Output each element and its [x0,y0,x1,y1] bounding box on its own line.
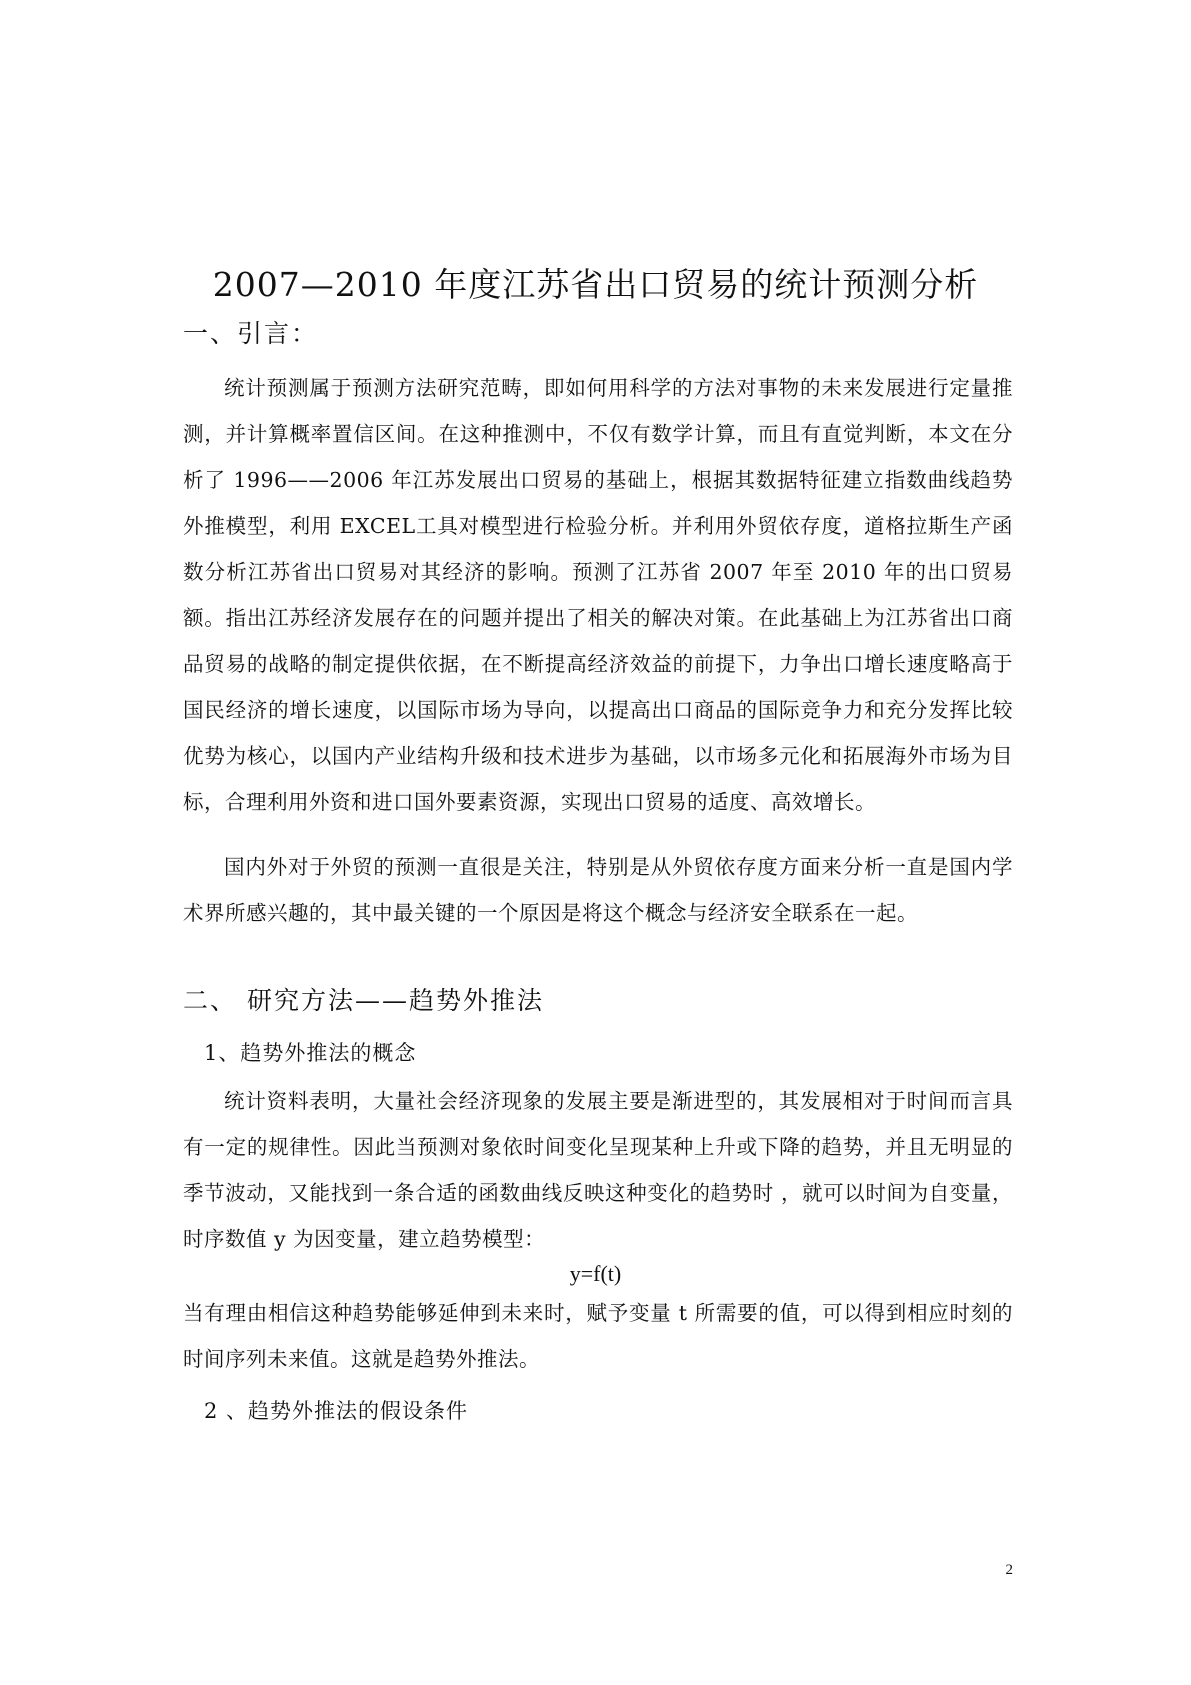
document-title: 2007—2010 年度江苏省出口贸易的统计预测分析 [212,265,979,304]
paragraph-concept-2: 当有理由相信这种趋势能够延伸到未来时，赋予变量 t 所需要的值，可以得到相应时刻的时间序列未来值。这就是趋势外推法。 [183,1301,1013,1371]
trend-model-formula: y=f(t) [569,1261,622,1286]
paragraph-concept-1: 统计资料表明，大量社会经济现象的发展主要是渐进型的，其发展相对于时间而言具有一定的规律性。因此当预测对象依时间变化呈现某种上升或下降的趋势，并且无明显的季节波动，又能找到一条合适的函数曲线反映这种变化的趋势时 ，就可以时间为自变量，时序数值 y 为因变量，建立趋势模型： [183,1089,1013,1251]
paragraph-introduction-2: 国内外对于外贸的预测一直很是关注，特别是从外贸依存度方面来分析一直是国内学术界所感兴趣的，其中最关键的一个原因是将这个概念与经济安全联系在一起。 [183,855,1013,925]
section-heading-introduction: 一、引言： [183,319,319,348]
section-heading-research-method: 二、 研究方法——趋势外推法 [183,986,544,1015]
subsection-heading-concept: 1、趋势外推法的概念 [204,1041,417,1065]
subsection-heading-assumptions: 2 、趋势外推法的假设条件 [204,1399,469,1423]
paragraph-introduction-1: 统计预测属于预测方法研究范畴，即如何用科学的方法对事物的未来发展进行定量推测，并计算概率置信区间。在这种推测中，不仅有数学计算，而且有直觉判断，本文在分析了 1996——2006 年江苏发展出口贸易的基础上，根据其数据特征建立指数曲线趋势外推模型，利用 EXCEL工具对模型进行检验分析。并利用外贸依存度，道格拉斯生产函数分析江苏省出口贸易对其经济的影响。预测了江苏省 2007 年至 2010 年的出口贸易额。指出江苏经济发展存在的问题并提出了相关的解决对策。在此基础上为江苏省出口商品贸易的战略的制定提供依据，在不断提高经济效益的前提下，力争出口增长速度略高于国民经济的增长速度，以国际市场为导向，以提高出口商品的国际竞争力和充分发挥比较优势为核心，以国内产业结构升级和技术进步为基础，以市场多元化和拓展海外市场为目标，合理利用外资和进口国外要素资源，实现出口贸易的适度、高效增长。 [183,376,1013,814]
page-number: 2 [1005,1562,1013,1578]
